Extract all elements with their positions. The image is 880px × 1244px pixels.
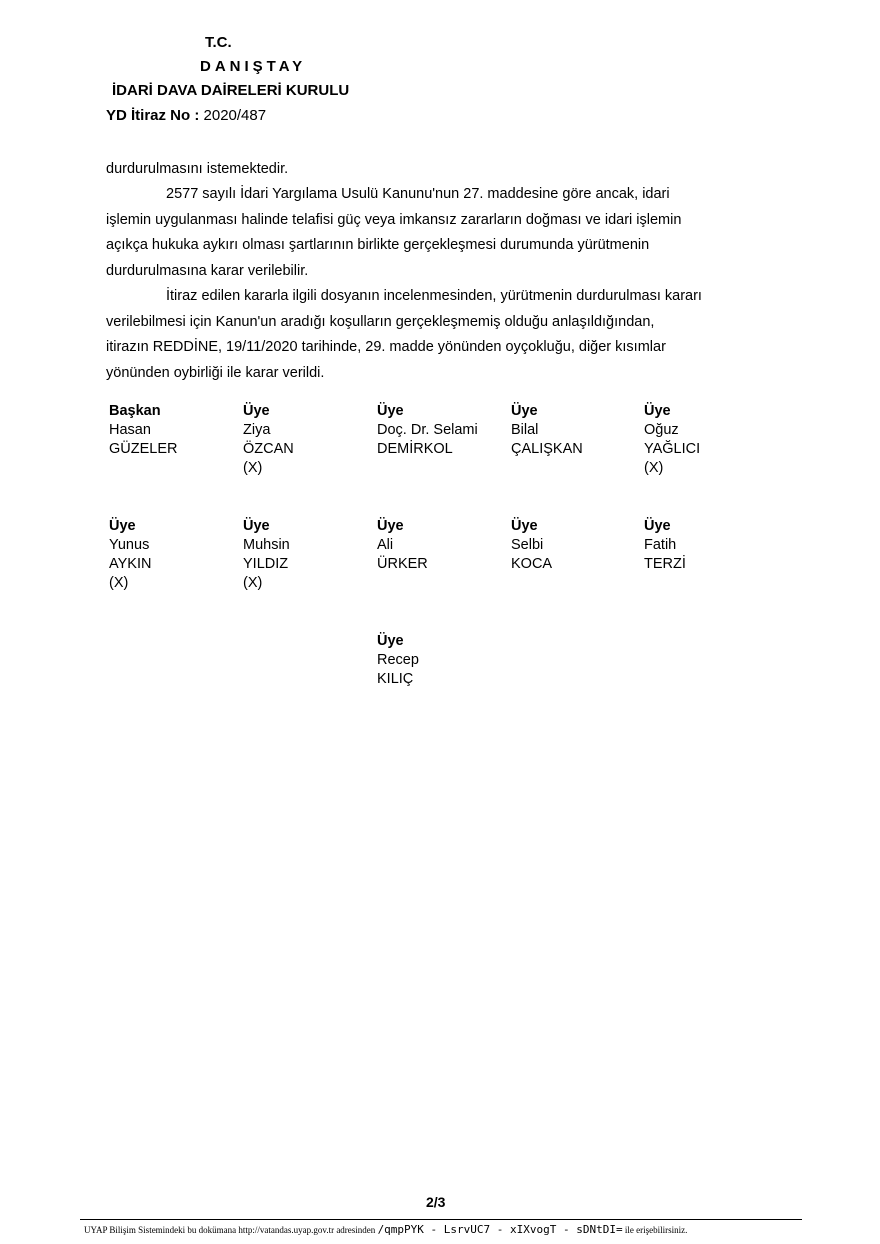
footer-access-code: /qmpPYK - LsrvUC7 - xIXvogT - sDNtDI= bbox=[377, 1223, 623, 1236]
member-first-name: Fatih bbox=[644, 537, 677, 553]
member-role: Üye bbox=[243, 403, 270, 419]
member-role: Üye bbox=[644, 403, 671, 419]
footer-prefix: UYAP Bilişim Sistemindeki bu dokümana http://vatandas.uyap.gov.tr adresinden bbox=[84, 1225, 376, 1235]
member-mark: (X) bbox=[243, 460, 263, 476]
case-label: YD İtiraz No : bbox=[106, 107, 200, 124]
page-number: 2/3 bbox=[426, 1194, 446, 1210]
member-role: Üye bbox=[377, 403, 404, 419]
paragraph-0: durdurulmasını istemektedir. bbox=[106, 161, 289, 177]
paragraph-2-line: yönünden oybirliği ile karar verildi. bbox=[106, 364, 325, 381]
member-block bbox=[511, 402, 643, 459]
member-last-name: YILDIZ bbox=[243, 556, 289, 572]
footer bbox=[84, 1223, 804, 1236]
paragraph-1-line: 2577 sayılı İdari Yargılama Usulü Kanunu'nun 27. maddesine göre ancak, idari bbox=[166, 186, 670, 202]
member-last-name: YAĞLICI bbox=[644, 441, 701, 457]
member-role: Üye bbox=[109, 518, 136, 534]
member-block bbox=[243, 517, 375, 593]
member-last-name: KOCA bbox=[511, 556, 553, 572]
member-mark: (X) bbox=[243, 575, 263, 591]
member-mark: (X) bbox=[109, 575, 129, 591]
member-block bbox=[243, 402, 375, 478]
paragraph-2-line: İtiraz edilen kararla ilgili dosyanın incelenmesinden, yürütmenin durdurulması kararı bbox=[166, 288, 702, 304]
member-block bbox=[377, 632, 509, 689]
paragraph-2-line: itirazın REDDİNE, 19/11/2020 tarihinde, 29. madde yönünden oyçokluğu, diğer kısımlar bbox=[106, 339, 666, 355]
member-first-name: Oğuz bbox=[644, 422, 679, 438]
member-last-name: KILIÇ bbox=[377, 671, 414, 687]
footer-suffix: ile erişebilirsiniz. bbox=[624, 1225, 688, 1235]
member-block bbox=[377, 402, 509, 459]
member-first-name: Muhsin bbox=[243, 537, 290, 553]
case-number: 2020/487 bbox=[203, 107, 267, 124]
member-first-name: Ali bbox=[377, 537, 394, 553]
footer-divider bbox=[80, 1219, 802, 1220]
member-role: Üye bbox=[377, 633, 404, 649]
paragraph-1-line: işlemin uygulanması halinde telafisi güç veya imkansız zararların doğması ve idari işlemin bbox=[106, 211, 682, 228]
member-block bbox=[644, 517, 776, 574]
member-last-name: AYKIN bbox=[109, 556, 152, 572]
paragraph-1 bbox=[106, 182, 770, 284]
paragraph-1-line: açıkça hukuka aykırı olması şartlarının birlikte gerçekleşmesi durumunda yürütmenin bbox=[106, 237, 650, 253]
member-last-name: ÇALIŞKAN bbox=[511, 441, 583, 457]
member-block bbox=[109, 517, 241, 593]
member-first-name: Yunus bbox=[109, 537, 150, 553]
member-first-name: Doç. Dr. Selami bbox=[377, 422, 478, 438]
member-first-name: Bilal bbox=[511, 422, 539, 438]
member-mark: (X) bbox=[644, 460, 664, 476]
member-role: Üye bbox=[511, 403, 538, 419]
member-last-name: TERZİ bbox=[644, 556, 686, 572]
member-role: Üye bbox=[511, 518, 538, 534]
member-last-name: ÜRKER bbox=[377, 556, 428, 572]
paragraph-2-line: verilebilmesi için Kanun'un aradığı koşulların gerçekleşmemiş olduğu anlaşıldığından, bbox=[106, 313, 655, 330]
paragraph-1-line: durdurulmasına karar verilebilir. bbox=[106, 262, 309, 279]
paragraph-2 bbox=[106, 284, 770, 386]
member-last-name: ÖZCAN bbox=[243, 441, 294, 457]
member-role: Üye bbox=[243, 518, 270, 534]
member-block bbox=[644, 402, 776, 478]
member-role: Üye bbox=[377, 518, 404, 534]
member-first-name: Ziya bbox=[243, 422, 271, 438]
member-first-name: Selbi bbox=[511, 537, 544, 553]
member-block bbox=[109, 402, 241, 459]
member-block bbox=[511, 517, 643, 574]
member-role: Başkan bbox=[109, 403, 161, 419]
member-first-name: Recep bbox=[377, 652, 419, 668]
member-block bbox=[377, 517, 509, 574]
board-name: İDARİ DAVA DAİRELERİ KURULU bbox=[112, 82, 350, 99]
member-role: Üye bbox=[644, 518, 671, 534]
member-last-name: DEMİRKOL bbox=[377, 441, 453, 457]
header-tc: T.C. bbox=[205, 34, 232, 51]
member-last-name: GÜZELER bbox=[109, 441, 178, 457]
case-number-line bbox=[106, 107, 266, 124]
member-first-name: Hasan bbox=[109, 422, 151, 438]
court-name: DANIŞTAY bbox=[200, 58, 307, 75]
